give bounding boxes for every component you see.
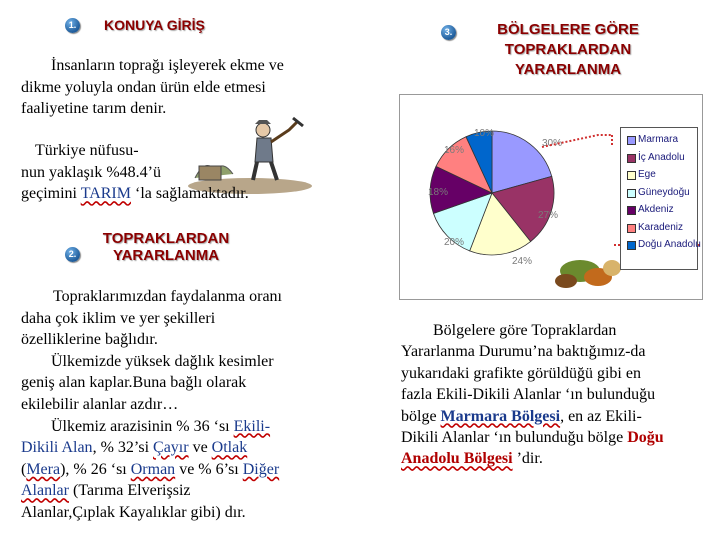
legend-label: Akdeniz: [638, 204, 674, 215]
tarim-highlight: TARIM: [80, 185, 131, 203]
region-text: bölge: [401, 407, 441, 425]
legend-swatch: [627, 206, 636, 215]
legend-swatch: [627, 171, 636, 180]
region-line: [401, 406, 711, 427]
section-1-heading: KONUYA GİRİŞ: [104, 17, 205, 33]
section-2-heading-line: YARARLANMA: [112, 247, 220, 264]
land-text: ), % 26 ‘sı: [60, 460, 131, 478]
section-2-heading: [86, 230, 246, 264]
land-use-paragraph: [21, 286, 321, 524]
land-text: Ülkemiz arazisinin % 36 ‘sı: [51, 417, 234, 435]
region-line: Yararlanma Durumu’na baktığımız-da: [401, 343, 646, 361]
farmer-tool: [271, 122, 297, 142]
population-line: [21, 183, 321, 205]
legend-swatch: [627, 241, 636, 250]
dikili-alan-highlight: Dikili Alan: [21, 439, 93, 457]
legend-label: Marmara: [638, 134, 679, 145]
land-line: ekilebilir alanlar azdır…: [21, 395, 179, 413]
population-text: ‘la sağlamaktadır.: [130, 185, 249, 203]
population-text: geçimini: [21, 185, 81, 203]
region-line: [401, 448, 711, 469]
legend-swatch: [627, 136, 636, 145]
slice-label: 18%: [428, 187, 449, 198]
section-2-heading-line: TOPRAKLARDAN: [102, 230, 230, 247]
region-text: ’dir.: [512, 450, 543, 468]
section-3-heading-line: YARARLANMA: [514, 61, 622, 78]
region-line: Bölgelere göre Topraklardan: [433, 322, 617, 339]
slice-label: 16%: [444, 145, 465, 156]
dogu-anadolu-highlight: Anadolu Bölgesi: [401, 450, 513, 468]
region-paragraph: [401, 320, 711, 470]
region-line: fazla Ekili-Dikili Alanlar ‘ın bulunduğu: [401, 386, 656, 404]
land-line: Ülkemizde yüksek dağlık kesimler: [51, 352, 274, 370]
farmer-hat: [255, 120, 271, 124]
population-line: Türkiye nüfusu-: [35, 142, 139, 159]
farmer-head: [256, 123, 270, 137]
slice-label: 10%: [474, 128, 495, 139]
land-line: [21, 480, 321, 502]
legend-label: Karadeniz: [638, 221, 684, 233]
land-line: daha çok iklim ve yer şekilleri: [21, 309, 216, 327]
region-text: Dikili Alanlar ‘ın bulunduğu bölge: [401, 429, 628, 447]
section-1-badge: 1.: [65, 18, 80, 33]
land-text: (Tarıma Elverişsiz: [68, 482, 191, 500]
legend-swatch: [627, 189, 636, 198]
section-3-heading-line: TOPRAKLARDAN: [504, 41, 632, 58]
otlak-highlight: Otlak: [211, 439, 248, 457]
section-3-badge: 3.: [441, 25, 456, 40]
land-line: [21, 437, 321, 459]
legend-swatch: [627, 224, 636, 233]
land-line: özelliklerine bağlıdır.: [21, 331, 158, 349]
cayir-highlight: Çayır: [153, 439, 189, 457]
land-line: [21, 459, 321, 481]
section-3-heading-line: BÖLGELERE GÖRE: [497, 21, 639, 38]
legend-label: Güneydoğu: [638, 186, 690, 198]
section-3-heading: [478, 20, 658, 80]
slice-label: 24%: [512, 256, 533, 267]
orman-highlight: Orman: [130, 460, 176, 478]
vegetables-illustration: [555, 260, 621, 288]
legend-label: Doğu Anadolu: [638, 239, 701, 250]
land-text: (: [21, 460, 27, 478]
region-line: yukarıdaki grafikte görüldüğü gibi en: [401, 364, 641, 382]
mera-highlight: Mera: [26, 460, 61, 478]
land-line: geniş alan kaplar.Buna bağlı olarak: [21, 374, 247, 392]
legend-label: İç Anadolu: [638, 151, 685, 163]
dogu-highlight: Doğu: [627, 429, 664, 447]
vegetable-shape: [555, 274, 577, 288]
land-text: ve % 6’sı: [175, 460, 243, 478]
region-text: , en az Ekili-: [560, 407, 642, 425]
section-2-badge: 2.: [65, 247, 80, 262]
intro-line: faaliyetine tarım denir.: [21, 100, 167, 118]
intro-line: dikme yoluyla ondan ürün elde etmesi: [21, 78, 266, 96]
legend-label: Ege: [638, 169, 656, 180]
region-line: [401, 427, 711, 448]
population-paragraph: [21, 140, 321, 205]
slice-label: 27%: [538, 210, 559, 221]
ekili-highlight: Ekili-: [233, 417, 271, 435]
slice-label: 20%: [444, 237, 465, 248]
land-text: ve: [188, 439, 212, 457]
alanlar-highlight: Alanlar: [21, 482, 69, 500]
land-line: Alanlar,Çıplak Kayalıklar gibi) dır.: [21, 503, 246, 521]
land-line: [21, 416, 321, 438]
diger-highlight: Diğer: [242, 460, 280, 478]
population-line: nun yaklaşık %48.4’ü: [21, 163, 161, 181]
land-text: , % 32’si: [92, 439, 154, 457]
slice-label: 30%: [542, 138, 563, 149]
land-line: Topraklarımızdan faydalanma oranı: [53, 288, 282, 305]
vegetable-shape: [603, 260, 621, 276]
marmara-highlight: Marmara Bölgesi: [440, 407, 561, 425]
legend-swatch: [627, 154, 636, 163]
intro-line: İnsanların toprağı işleyerek ekme ve: [51, 57, 284, 74]
